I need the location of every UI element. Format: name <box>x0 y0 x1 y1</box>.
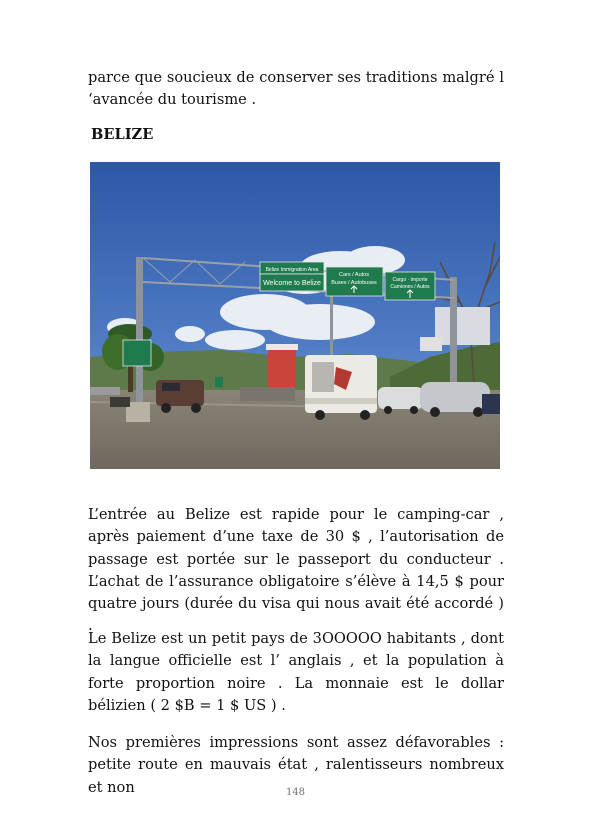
sign-cargo-text: Cargo · Importe <box>392 277 428 283</box>
sign-buses-text: Buses / Autobuses <box>331 280 377 286</box>
sign-immigration-text: Belize Immigration Area <box>265 267 319 273</box>
border-crossing-photo <box>90 162 500 469</box>
paragraph-country-facts: Le Belize est un petit pays de 3OOOOO habitants , dont la langue officielle est l’ anglais , et la population à forte proportion noire . La monnaie est le dollar bélizien ( 2 $B = 1 $ US ) . <box>88 630 504 714</box>
paragraph-border-crossing: L’entrée au Belize est rapide pour le camping-car , après paiement d’une taxe de 30 $ , l’autorisation de passage est portée sur le passeport du conducteur . L’achat de l’assurance obligatoire s’élève à 14,5 $ pour quatre jours (durée du visa qui nous avait été accordé ) . <box>88 506 504 635</box>
intro-paragraph: parce que soucieux de conserver ses traditions malgré l ‘avancée du tourisme . <box>88 69 504 109</box>
sign-trucks-text: Camiones / Autos <box>390 284 430 290</box>
sign-cars-text: Cars / Autos <box>339 272 369 278</box>
sign-welcome-text: Welcome to Belize <box>263 280 321 287</box>
page-number: 148 <box>285 787 306 798</box>
paragraph-first-impressions: Nos premières impressions sont assez défavorables : petite route en mauvais état , ralentisseurs nombreux et non <box>88 734 504 796</box>
section-heading: BELIZE <box>91 126 154 143</box>
photo-belize-border <box>90 162 500 469</box>
